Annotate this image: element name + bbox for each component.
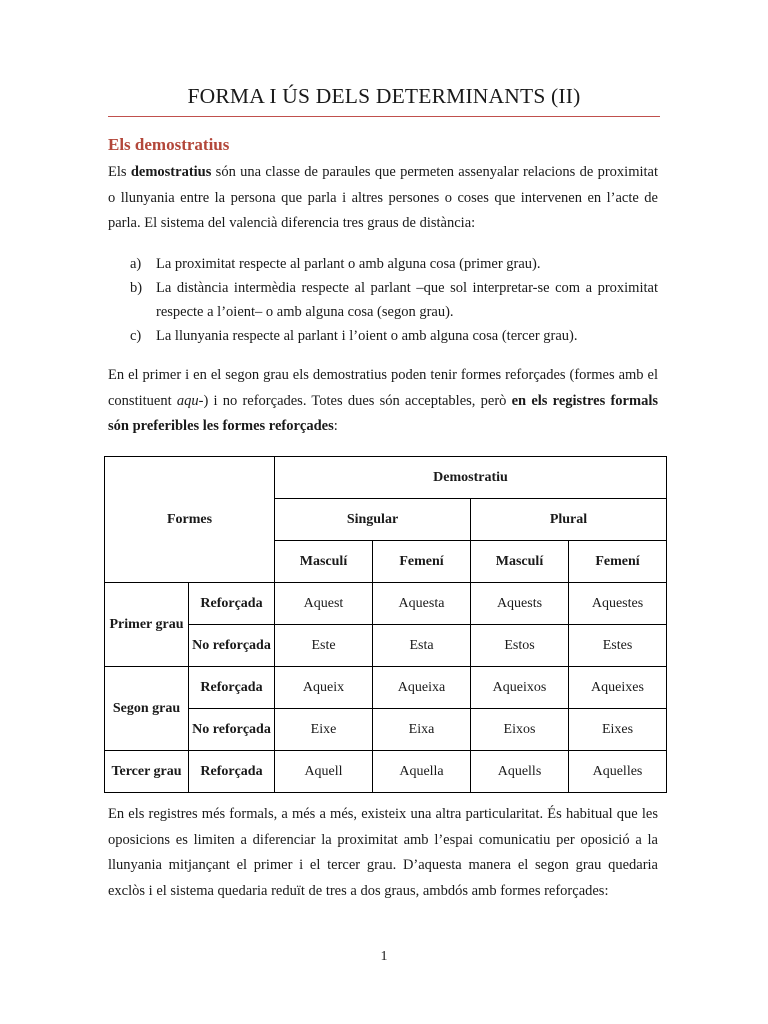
table-cell: Eixes (569, 709, 667, 751)
form-type: Reforçada (189, 751, 275, 793)
list-marker: c) (130, 328, 142, 344)
table-header-formes: Formes (105, 457, 275, 583)
list-item (130, 324, 658, 348)
form-type: Reforçada (189, 667, 275, 709)
para2-italic-term: aqu- (176, 392, 204, 409)
table-cell: Aquestes (569, 583, 667, 625)
table-cell: Este (275, 625, 373, 667)
table-row (105, 625, 667, 667)
table-header-singular: Singular (275, 499, 471, 541)
demonstratives-table (104, 456, 667, 793)
table-cell: Aquests (471, 583, 569, 625)
page-number: 1 (380, 949, 388, 964)
list-marker: a) (130, 256, 142, 272)
distance-grades-list (130, 252, 658, 348)
table-cell: Aquesta (373, 583, 471, 625)
table-row (105, 709, 667, 751)
para2-text-3: : (333, 418, 338, 434)
table-row (105, 751, 667, 793)
table-cell: Eixe (275, 709, 373, 751)
intro-paragraph (108, 160, 658, 237)
table-cell: Estes (569, 625, 667, 667)
grade-label: Segon grau (105, 667, 189, 751)
table-cell: Esta (373, 625, 471, 667)
table-header-col: Masculí (275, 541, 373, 583)
table-cell: Aquella (373, 751, 471, 793)
table-header-plural: Plural (471, 499, 667, 541)
para2-text-2: ) i no reforçades. Totes dues són acceptables, però (203, 392, 512, 409)
reinforced-forms-paragraph (108, 363, 658, 440)
list-item-text: La distància intermèdia respecte al parlant –que sol interpretar-se com a proximitat respecte a l’oient– o amb alguna cosa (segon grau). (156, 280, 658, 320)
form-type: No reforçada (189, 709, 275, 751)
table-cell: Aquelles (569, 751, 667, 793)
list-item (130, 252, 658, 276)
intro-text-1: Els (108, 164, 131, 180)
table-cell: Aquell (275, 751, 373, 793)
table-header-col: Femení (373, 541, 471, 583)
list-marker: b) (130, 280, 143, 296)
intro-bold-term: demostratius (130, 164, 212, 180)
table-cell: Aqueixos (471, 667, 569, 709)
form-type: Reforçada (189, 583, 275, 625)
intro-text-2: són una classe de paraules que permeten assenyalar relacions de proximitat o llunyania entre la persona que parla i altres persones o coses que intervenen en l’acte de parla. El sistema del valencià diferencia tres graus de distància: (108, 164, 659, 231)
table-cell: Eixa (373, 709, 471, 751)
list-item (130, 276, 658, 324)
table-cell: Aquells (471, 751, 569, 793)
table-row (105, 583, 667, 625)
form-type: No reforçada (189, 625, 275, 667)
grade-label: Primer grau (105, 583, 189, 667)
section-heading: Els demostratius (108, 135, 230, 154)
table-header-col: Masculí (471, 541, 569, 583)
list-item-text: La llunyania respecte al parlant i l’oient o amb alguna cosa (tercer grau). (156, 328, 578, 344)
table-cell: Eixos (471, 709, 569, 751)
table-cell: Aqueix (275, 667, 373, 709)
table-cell: Aquest (275, 583, 373, 625)
table-cell: Aqueixa (373, 667, 471, 709)
formal-register-paragraph: En els registres més formals, a més a més, existeix una altra particularitat. És habitual que les oposicions es limiten a diferenciar la proximitat amb l’espai comunicatiu per oposició a la llunyania mitjançant el primer i el tercer grau. D’aquesta manera el segon grau quedaria exclòs i el sistema quedaria reduït de tres a dos graus, ambdós amb formes reforçades: (108, 806, 658, 899)
grade-label: Tercer grau (105, 751, 189, 793)
para2-bold-text: en els registres formals són preferibles les formes reforçades (108, 392, 658, 434)
table-header-demostratiu: Demostratiu (275, 457, 667, 499)
table-header-col: Femení (569, 541, 667, 583)
title-underline (108, 116, 660, 117)
table-cell: Estos (471, 625, 569, 667)
para2-text-1: En el primer i en el segon grau els demostratius poden tenir formes reforçades (formes amb el constituent (108, 367, 658, 409)
list-item-text: La proximitat respecte al parlant o amb alguna cosa (primer grau). (156, 256, 541, 272)
document-title: FORMA I ÚS DELS DETERMINANTS (II) (187, 84, 581, 108)
table-row (105, 667, 667, 709)
table-cell: Aqueixes (569, 667, 667, 709)
